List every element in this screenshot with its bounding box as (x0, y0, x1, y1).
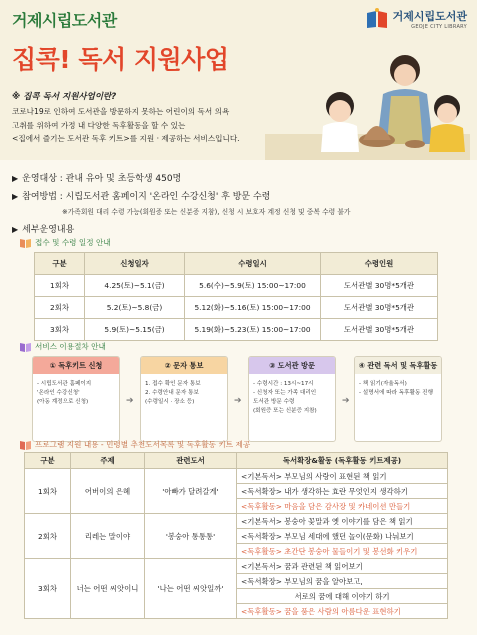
program-label: 프로그램 지원 내용 - 민령별 추천도서목록 및 독후활동 키트 제공 (20, 439, 250, 450)
book-cell: '봉숭아 통통통' (145, 514, 237, 559)
table-row (35, 319, 438, 341)
process-step (248, 356, 336, 442)
step-title: ① 독후키트 신청 (33, 357, 119, 374)
process-step (32, 356, 120, 442)
theme-cell: 너는 어떤 씨앗이니 (71, 559, 145, 619)
table-cell: 도서관별 30명*5개관 (321, 275, 438, 297)
round-cell: 3회차 (25, 559, 71, 619)
step-line: 2. 수령안내 문자 통보 (145, 390, 199, 396)
arrow-icon: ➔ (342, 396, 350, 406)
table-cell: 2회차 (35, 297, 85, 319)
process-step (140, 356, 228, 442)
column-header: 수령인원 (321, 253, 438, 275)
column-header: 관련도서 (145, 453, 237, 469)
logo-subtext: GEOJE CITY LIBRARY (411, 24, 467, 30)
intro-question: ※ 집콕 독서 지원사업이란? (12, 92, 117, 102)
table-cell: 5.19(화)~5.23(토) 15:00~17:00 (185, 319, 321, 341)
step-line: '온라인 수강신청' (37, 390, 80, 396)
logo-text: 거제시립도서관 (392, 10, 467, 23)
triangle-bullet-icon: ▶ (12, 174, 19, 183)
activity-cell: <기본독서> 부모님의 사랑이 표현된 책 읽기 (237, 469, 448, 484)
step-line: - 신청자 또는 가족 대리인 (253, 390, 317, 396)
table-row (35, 275, 438, 297)
table-cell: 도서관별 30명*5개관 (321, 319, 438, 341)
step-line: (수령일시 · 장소 등) (145, 399, 195, 405)
step-title: ② 문자 통보 (141, 357, 227, 374)
activity-cell: <독서확장> 내가 생각하는 효란 무엇인지 생각하기 (237, 484, 448, 499)
table-cell: 5.9(토)~5.15(금) (85, 319, 185, 341)
step-line: 도서관 방문 수령 (253, 399, 295, 405)
table-row (35, 297, 438, 319)
org-name: 거제시립도서관 (12, 11, 117, 30)
arrow-icon: ➔ (234, 396, 242, 406)
book-cell: '나는 어떤 씨앗일까' (145, 559, 237, 619)
column-header: 주제 (71, 453, 145, 469)
schedule-table (34, 252, 438, 341)
table-row (25, 469, 448, 484)
intro-line: 코로나19로 인하여 도서관을 방문하지 못하는 어린이의 독서 의욕 (12, 107, 230, 116)
step-title: ③ 도서관 방문 (249, 357, 335, 374)
book-section-icon (20, 440, 31, 450)
table-cell: 5.2(토)~5.8(금) (85, 297, 185, 319)
table-cell: 4.25(토)~5.1(금) (85, 275, 185, 297)
process-steps (32, 356, 442, 442)
arrow-icon: ➔ (126, 396, 134, 406)
table-cell: 도서관별 30명*5개관 (321, 297, 438, 319)
activity-cell: <독서확장> 부모님의 꿈을 알아보고, (237, 574, 448, 589)
intro-box (12, 90, 297, 146)
triangle-bullet-icon: ▶ (12, 192, 19, 201)
column-header: 독서확장&활동 (독후활동 키트제공) (237, 453, 448, 469)
step-line: 1. 접수 확인 문자 통보 (145, 381, 201, 387)
details-bullet: ▶ 세부운영내용 (12, 225, 75, 235)
activity-cell: <독후활동> 마음을 담은 감사장 및 카네이션 만들기 (237, 499, 448, 514)
method-note: ※가족회원 대리 수령 가능(회원증 또는 신분증 지참), 신청 시 보호자 계정 신청 및 중복 수령 불가 (62, 208, 351, 216)
table-cell: 3회차 (35, 319, 85, 341)
activity-cell: <독서확장> 부모님 세대에 했던 놀이(문화) 나눠보기 (237, 529, 448, 544)
schedule-label: 접수 및 수령 일정 안내 (20, 237, 111, 248)
method-bullet: ▶ 참여방법 : 시립도서관 홈페이지 '온라인 수강신청' 후 방문 수령 (12, 192, 271, 202)
program-table (24, 452, 448, 619)
step-line: (회원증 또는 신분증 지참) (253, 408, 317, 414)
column-header: 수령일시 (185, 253, 321, 275)
theme-cell: 리레는 말이야 (71, 514, 145, 559)
table-cell: 5.12(화)~5.16(토) 15:00~17:00 (185, 297, 321, 319)
intro-line: 고취를 위하여 가정 내 다양한 독후활동을 할 수 있는 (12, 120, 186, 130)
step-line: - 설명서에 따라 독후활동 진행 (359, 390, 433, 396)
activity-cell: 서로의 꿈에 대해 이야기 하기 (237, 589, 448, 604)
column-header: 구분 (35, 253, 85, 275)
process-step (354, 356, 442, 442)
target-bullet: ▶ 운영대상 : 관내 유아 및 초등학생 450명 (12, 174, 182, 184)
process-label: 서비스 이용절차 안내 (20, 341, 106, 352)
intro-line: <집에서 즐기는 도서관 독후 키트>를 지원 · 제공하는 서비스입니다. (12, 134, 240, 143)
round-cell: 1회차 (25, 469, 71, 514)
library-logo[interactable] (365, 7, 467, 31)
activity-cell: <독후활동> 초간단 봉숭아 물들이기 및 봉선화 키우기 (237, 544, 448, 559)
round-cell: 2회차 (25, 514, 71, 559)
table-row (25, 514, 448, 529)
activity-cell: <기본독서> 꿈과 관련된 책 읽어보기 (237, 559, 448, 574)
step-line: - 시립도서관 홈페이지 (37, 381, 92, 387)
page-title: 집콕! 독서 지원사업 (12, 45, 229, 74)
step-title: ④ 관련 독서 및 독후활동 (355, 357, 441, 374)
book-cell: '아빠가 달려갈게' (145, 469, 237, 514)
activity-cell: <독후활동> 꿈을 품은 사람의 아름다운 표현하기 (237, 604, 448, 619)
theme-cell: 어버이의 은혜 (71, 469, 145, 514)
step-line: - 수령시간 : 13시~17시 (253, 381, 314, 387)
table-cell: 5.6(수)~5.9(토) 15:00~17:00 (185, 275, 321, 297)
library-logo-icon (365, 7, 389, 31)
activity-cell: <기본독서> 봉숭아 꽃말과 옛 이야기를 담은 책 읽기 (237, 514, 448, 529)
column-header: 구분 (25, 453, 71, 469)
step-line: - 책 읽기(자율독서) (359, 381, 407, 387)
book-section-icon (20, 238, 31, 248)
table-cell: 1회차 (35, 275, 85, 297)
table-row (25, 559, 448, 574)
step-line: (아동 계정으로 신청) (37, 399, 89, 405)
triangle-bullet-icon: ▶ (12, 225, 19, 234)
column-header: 신청일자 (85, 253, 185, 275)
book-section-icon (20, 342, 31, 352)
